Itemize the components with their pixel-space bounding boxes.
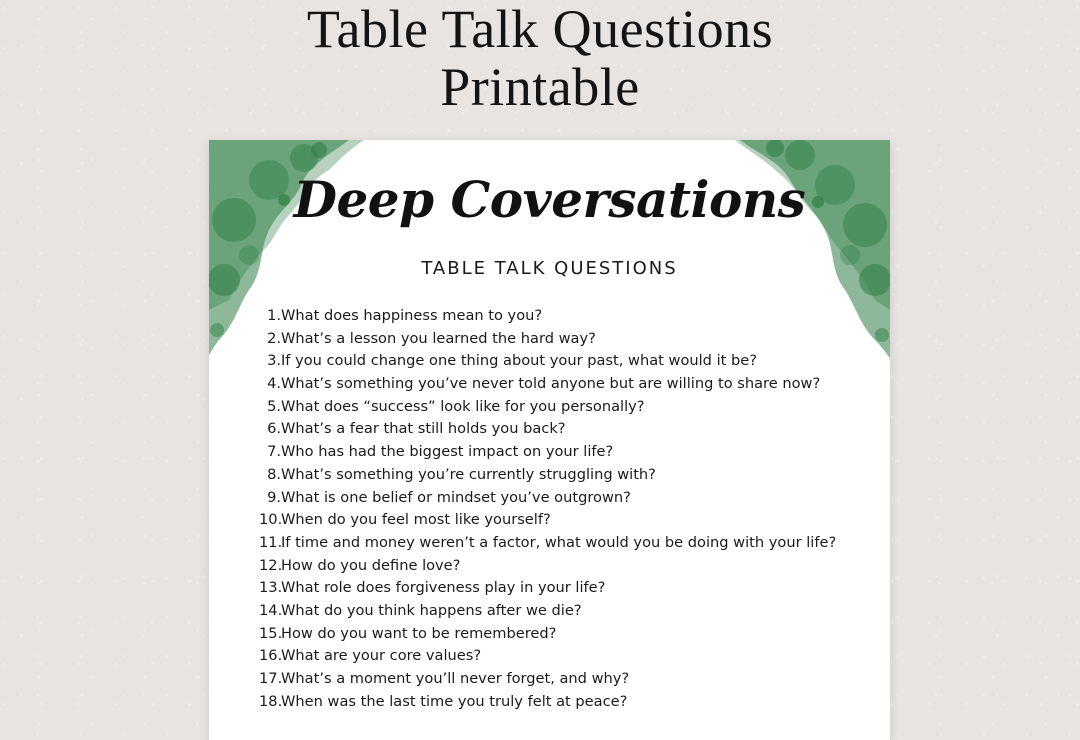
question-item xyxy=(259,350,836,373)
sheet-subtitle: TABLE TALK QUESTIONS xyxy=(421,258,678,279)
question-item xyxy=(259,396,836,419)
question-text: What does happiness mean to you? xyxy=(281,307,543,324)
question-number: 12. xyxy=(259,556,283,574)
question-item xyxy=(259,532,836,555)
question-number: 15. xyxy=(259,624,283,642)
question-text: What’s a lesson you learned the hard way? xyxy=(281,329,596,347)
question-number: 11. xyxy=(259,533,283,551)
question-item xyxy=(259,668,836,691)
question-text: What’s something you’re currently struggling with? xyxy=(281,465,656,483)
question-number: 7. xyxy=(267,443,281,461)
question-item xyxy=(259,645,836,668)
question-item xyxy=(259,328,836,351)
question-item xyxy=(259,373,836,396)
question-list xyxy=(259,305,836,713)
question-text: What role does forgiveness play in your life? xyxy=(281,579,606,597)
question-text: How do you define love? xyxy=(281,556,461,574)
question-item xyxy=(259,577,836,600)
question-number: 5. xyxy=(267,397,281,415)
question-number: 6. xyxy=(267,420,281,438)
question-text: What is one belief or mindset you’ve outgrown? xyxy=(281,488,631,506)
question-text: What does “success” look like for you personally? xyxy=(281,397,645,415)
question-number: 14. xyxy=(259,601,283,619)
question-text: What’s something you’ve never told anyone but are willing to share now? xyxy=(281,375,821,393)
question-number: 18. xyxy=(259,692,283,710)
question-number: 1. xyxy=(267,307,281,324)
question-item xyxy=(259,555,836,578)
question-number: 4. xyxy=(267,375,281,393)
question-item xyxy=(259,305,836,328)
question-number: 16. xyxy=(259,647,283,665)
question-item xyxy=(259,691,836,714)
question-text: What’s a moment you’ll never forget, and why? xyxy=(281,670,630,687)
page-heading xyxy=(0,0,1080,116)
question-text: What do you think happens after we die? xyxy=(281,601,582,619)
question-number: 13. xyxy=(259,579,283,597)
question-number: 10. xyxy=(259,511,283,529)
question-text: Who has had the biggest impact on your life? xyxy=(281,443,614,461)
question-item xyxy=(259,441,836,464)
question-text: What’s a fear that still holds you back? xyxy=(281,420,566,438)
question-number: 9. xyxy=(267,488,281,506)
question-text: If you could change one thing about your past, what would it be? xyxy=(281,352,757,370)
question-item xyxy=(259,418,836,441)
question-number: 8. xyxy=(267,465,281,483)
question-item xyxy=(259,487,836,510)
question-number: 3. xyxy=(267,352,281,370)
question-item xyxy=(259,509,836,532)
question-number: 2. xyxy=(267,329,281,347)
question-text: If time and money weren’t a factor, what would you be doing with your life? xyxy=(281,533,837,551)
question-text: How do you want to be remembered? xyxy=(281,624,557,642)
question-item xyxy=(259,623,836,646)
question-item xyxy=(259,600,836,623)
question-number: 17. xyxy=(259,670,283,687)
page-heading-line-1: Table Talk Questions xyxy=(306,0,774,59)
question-item xyxy=(259,464,836,487)
page-heading-line-2: Printable xyxy=(440,57,640,117)
question-text: When do you feel most like yourself? xyxy=(281,511,551,529)
question-text: What are your core values? xyxy=(281,647,482,665)
printable-sheet xyxy=(209,140,890,740)
question-text: When was the last time you truly felt at peace? xyxy=(281,692,628,710)
sheet-title: Deep Coversations xyxy=(293,170,806,229)
